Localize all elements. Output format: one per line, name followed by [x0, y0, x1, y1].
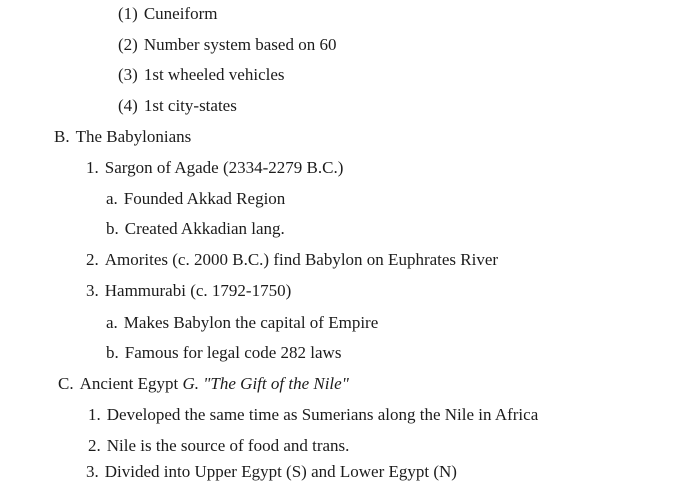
- item-text: Amorites (c. 2000 B.C.) find Babylon on Euphrates River: [104, 250, 499, 269]
- section-subtitle: G. "The Gift of the Nile": [182, 374, 349, 393]
- list-item: [86, 462, 457, 482]
- list-item: [88, 436, 349, 456]
- item-marker: 1.: [86, 158, 99, 177]
- item-text: Divided into Upper Egypt (S) and Lower Egypt (N): [104, 462, 457, 481]
- item-text: Founded Akkad Region: [123, 189, 286, 208]
- section-marker: B.: [54, 127, 70, 146]
- item-marker: b.: [106, 219, 119, 238]
- item-marker: (2): [118, 35, 138, 54]
- list-item: [118, 96, 237, 116]
- list-item: [86, 250, 498, 270]
- item-text: Makes Babylon the capital of Empire: [123, 313, 379, 332]
- list-item: [86, 158, 343, 178]
- list-item: [118, 35, 336, 55]
- item-text: Number system based on 60: [143, 35, 337, 54]
- item-marker: (3): [118, 65, 138, 84]
- section-marker: C.: [58, 374, 74, 393]
- section-heading-b: [54, 127, 191, 147]
- item-text: 1st wheeled vehicles: [143, 65, 285, 84]
- item-text: 1st city-states: [143, 96, 237, 115]
- section-heading-c: [58, 374, 349, 394]
- item-marker: a.: [106, 189, 118, 208]
- item-marker: 3.: [86, 462, 99, 481]
- list-item: [118, 4, 217, 24]
- item-text: Developed the same time as Sumerians along the Nile in Africa: [106, 405, 539, 424]
- item-marker: 2.: [86, 250, 99, 269]
- list-item: [118, 65, 285, 85]
- item-text: Hammurabi (c. 1792-1750): [104, 281, 292, 300]
- item-text: Cuneiform: [143, 4, 218, 23]
- list-item: [86, 281, 291, 301]
- item-marker: (1): [118, 4, 138, 23]
- item-marker: 2.: [88, 436, 101, 455]
- list-item: [106, 343, 341, 363]
- item-marker: b.: [106, 343, 119, 362]
- item-text: Nile is the source of food and trans.: [106, 436, 350, 455]
- list-item: [106, 313, 378, 333]
- list-item: [106, 189, 285, 209]
- item-text: Created Akkadian lang.: [124, 219, 285, 238]
- section-title: Ancient Egypt: [79, 374, 179, 393]
- item-marker: 1.: [88, 405, 101, 424]
- list-item: [88, 405, 538, 425]
- item-marker: a.: [106, 313, 118, 332]
- item-marker: (4): [118, 96, 138, 115]
- section-title: The Babylonians: [75, 127, 192, 146]
- item-text: Famous for legal code 282 laws: [124, 343, 342, 362]
- list-item: [106, 219, 285, 239]
- item-text: Sargon of Agade (2334-2279 B.C.): [104, 158, 344, 177]
- item-marker: 3.: [86, 281, 99, 300]
